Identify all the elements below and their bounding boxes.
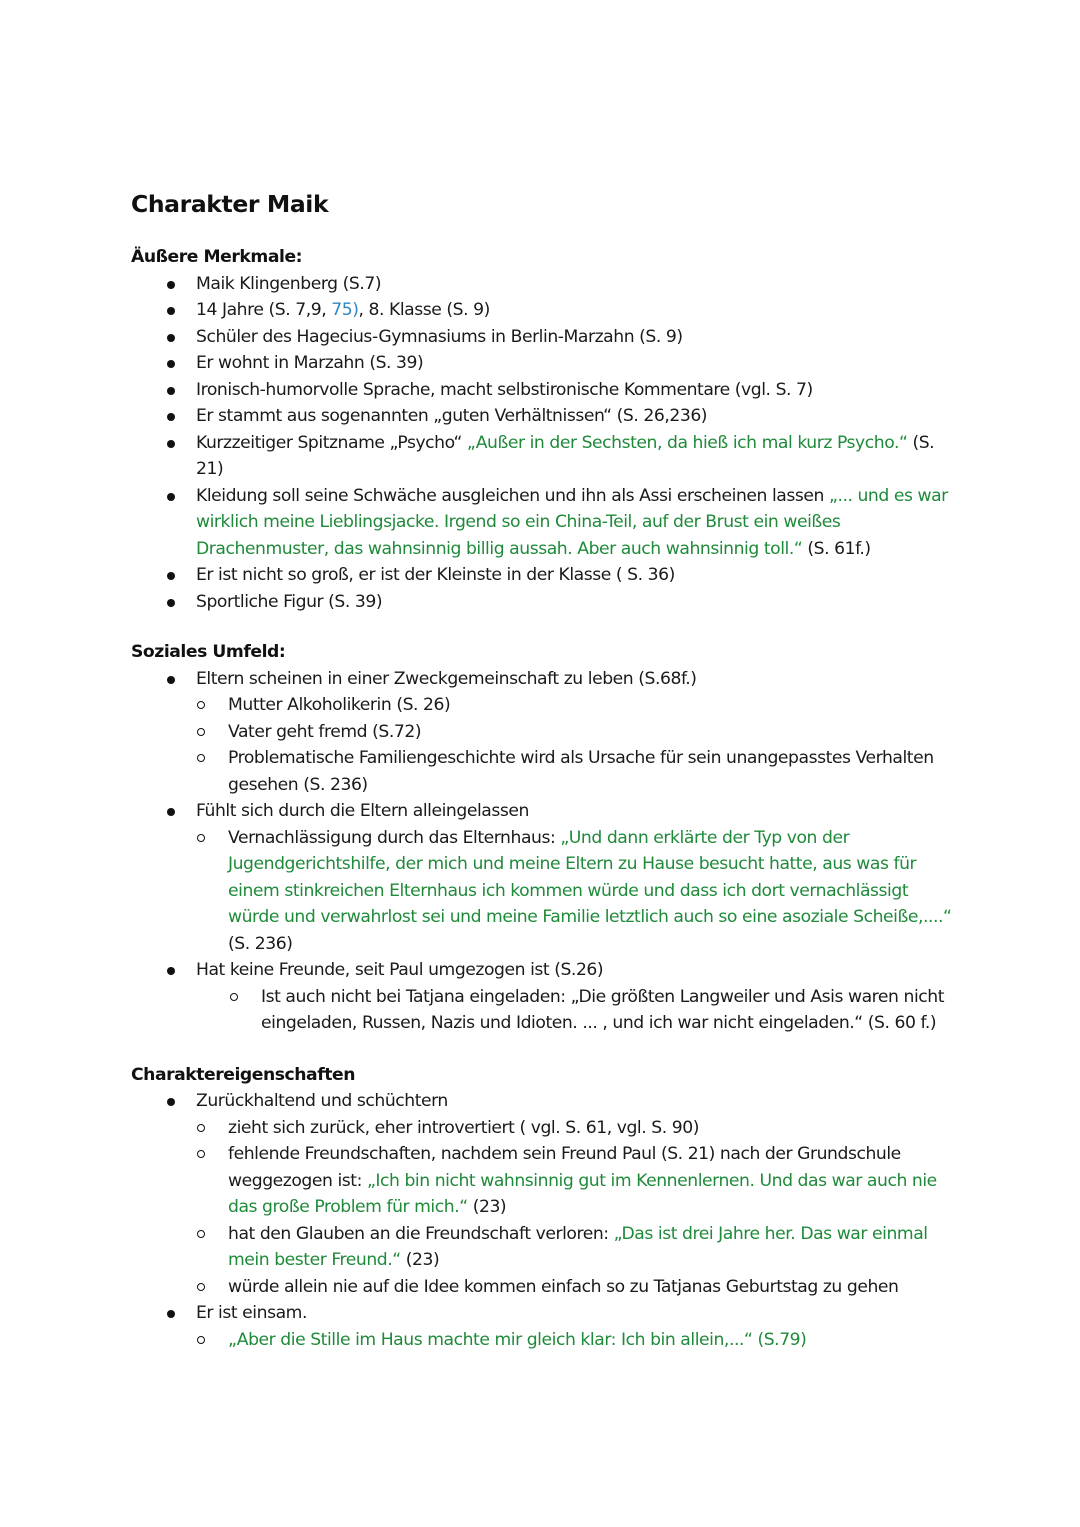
section-heading: Äußere Merkmale:: [131, 247, 303, 267]
item-text: Er ist nicht so groß, er ist der Kleinste in der Klasse ( S. 36): [196, 565, 675, 585]
sub-list-item: [196, 745, 961, 798]
item-text: Ist auch nicht bei Tatjana eingeladen: „Die größten Langweiler und Asis waren nicht eingeladen, Russen, Nazis und Idioten. ... , und ich war nicht eingeladen.“ (S. 60 f.): [261, 986, 945, 1033]
circle-bullet-icon: [197, 1283, 205, 1291]
bullet-icon: [167, 1310, 175, 1318]
item-text: Ironisch-humorvolle Sprache, macht selbstironische Kommentare (vgl. S. 7): [196, 379, 813, 400]
sub-list: [196, 692, 961, 798]
list-item: [131, 957, 961, 1037]
item-text: (S. 21): [196, 432, 935, 479]
item-text: würde allein nie auf die Idee kommen einfach so zu Tatjanas Geburtstag zu gehen: [228, 1276, 899, 1297]
sub-list: [196, 1115, 961, 1301]
quote-text: „... und es war wirklich meine Lieblingsjacke. Irgend so ein China-Teil, auf der Brust ein weißes Drachenmuster, das wahnsinnig billig aussah. Aber auch wahnsinnig toll.“: [196, 485, 948, 559]
item-text: (S. 236): [228, 933, 293, 954]
circle-bullet-icon: [197, 754, 205, 762]
item-text: , 8. Klasse (S. 9): [358, 300, 490, 320]
quote-text: „Aber die Stille im Haus machte mir gleich klar: Ich bin allein,...“: [228, 1329, 753, 1350]
circle-bullet-icon: [197, 834, 205, 842]
circle-bullet-icon: [197, 1124, 205, 1132]
section-heading: Soziales Umfeld:: [131, 642, 286, 662]
circle-bullet-icon: [197, 1150, 205, 1158]
item-text: Er stammt aus sogenannten „guten Verhältnissen“ (S. 26,236): [196, 406, 708, 426]
bullet-list: [131, 666, 961, 1037]
item-text: Vernachlässigung durch das Elternhaus:: [228, 827, 561, 848]
sub-list-item: [196, 692, 961, 719]
bullet-icon: [167, 1098, 175, 1106]
list-item: [131, 324, 961, 351]
item-text: Vater geht fremd (S.72): [228, 721, 422, 742]
list-item: [131, 1088, 961, 1300]
list-item: [131, 589, 961, 616]
quote-text: „Außer in der Sechsten, da hieß ich mal kurz Psycho.“: [466, 432, 908, 453]
item-text: (23): [467, 1197, 507, 1217]
item-text: Zurückhaltend und schüchtern: [196, 1091, 448, 1111]
item-text: Eltern scheinen in einer Zweckgemeinschaft zu leben (S.68f.): [196, 668, 697, 689]
item-text: hat den Glauben an die Freundschaft verloren:: [228, 1223, 614, 1244]
item-text: Er wohnt in Marzahn (S. 39): [196, 353, 424, 373]
list-item: [131, 377, 961, 404]
item-text: Kurzzeitiger Spitzname „Psycho“: [196, 432, 467, 453]
bullet-list: [131, 1088, 961, 1353]
bullet-icon: [167, 334, 175, 342]
item-text: Mutter Alkoholikerin (S. 26): [228, 695, 451, 715]
list-item: [131, 271, 961, 298]
list-item: [131, 403, 961, 430]
highlight-text: 75): [331, 300, 359, 320]
circle-bullet-icon: [230, 993, 238, 1001]
sub-list-item: [196, 825, 961, 958]
bullet-icon: [167, 808, 175, 816]
item-text: (S. 61f.): [802, 538, 871, 559]
item-text: Hat keine Freunde, seit Paul umgezogen ist (S.26): [196, 960, 604, 980]
bullet-icon: [167, 967, 175, 975]
list-item: [131, 562, 961, 589]
quote-text: „Das ist drei Jahre her. Das war einmal mein bester Freund.“: [228, 1223, 928, 1270]
bullet-icon: [167, 281, 175, 289]
circle-bullet-icon: [197, 1336, 205, 1344]
sub-list: [196, 825, 961, 958]
list-item: [131, 430, 961, 483]
sub-list-item: [196, 1115, 961, 1142]
sub-list-item: [196, 1327, 961, 1354]
item-text: 14 Jahre (S. 7,9,: [196, 300, 332, 320]
sub-list-item: [196, 1221, 961, 1274]
list-item: [131, 350, 961, 377]
item-text: Maik Klingenberg (S.7): [196, 273, 382, 294]
item-text: (23): [400, 1250, 440, 1270]
item-text: Sportliche Figur (S. 39): [196, 591, 383, 612]
circle-bullet-icon: [197, 1230, 205, 1238]
item-text: Schüler des Hagecius-Gymnasiums in Berlin-Marzahn (S. 9): [196, 326, 683, 347]
sub-list-item: [196, 719, 961, 746]
list-item: [131, 666, 961, 799]
item-text: Kleidung soll seine Schwäche ausgleichen und ihn als Assi erscheinen lassen: [196, 485, 829, 506]
sub-list-item: [196, 984, 961, 1037]
item-text: Problematische Familiengeschichte wird als Ursache für sein unangepasstes Verhalten gesehen (S. 236): [228, 748, 934, 795]
quote-text: (S.79): [752, 1329, 807, 1350]
list-item: [131, 798, 961, 957]
list-item: [131, 1300, 961, 1353]
bullet-icon: [167, 440, 175, 448]
item-text: Er ist einsam.: [196, 1303, 307, 1323]
sub-list: [196, 984, 961, 1037]
item-text: Fühlt sich durch die Eltern alleingelassen: [196, 801, 529, 821]
document-body: [131, 244, 961, 1353]
bullet-icon: [167, 307, 175, 315]
quote-text: „Und dann erklärte der Typ von der Jugendgerichtshilfe, der mich und meine Eltern zu Hause besucht hatte, aus was für einem stinkreichen Elternhaus ich kommen würde und dass ich dort vernachlässigt würde und verwahrlost sei und meine Familie letztlich auch so eine asoziale Scheiße,....“: [228, 827, 952, 927]
circle-bullet-icon: [197, 728, 205, 736]
bullet-icon: [167, 493, 175, 501]
bullet-icon: [167, 387, 175, 395]
bullet-list: [131, 271, 961, 616]
circle-bullet-icon: [197, 701, 205, 709]
quote-text: „Ich bin nicht wahnsinnig gut im Kennenlernen. Und das war auch nie das große Problem für mich.“: [228, 1170, 937, 1217]
bullet-icon: [167, 360, 175, 368]
section-heading: Charaktereigenschaften: [131, 1064, 355, 1085]
bullet-icon: [167, 599, 175, 607]
bullet-icon: [167, 676, 175, 684]
list-item: [131, 483, 961, 563]
document-page: [131, 188, 961, 1353]
item-text: zieht sich zurück, eher introvertiert ( vgl. S. 61, vgl. S. 90): [228, 1117, 699, 1138]
sub-list-item: [196, 1274, 961, 1301]
list-item: [131, 297, 961, 324]
sub-list-item: [196, 1141, 961, 1221]
bullet-icon: [167, 413, 175, 421]
item-text: fehlende Freundschaften, nachdem sein Freund Paul (S. 21) nach der Grundschule weggezogen ist:: [228, 1144, 901, 1191]
bullet-icon: [167, 572, 175, 580]
page-title: Charakter Maik: [131, 190, 329, 218]
sub-list: [196, 1327, 961, 1354]
